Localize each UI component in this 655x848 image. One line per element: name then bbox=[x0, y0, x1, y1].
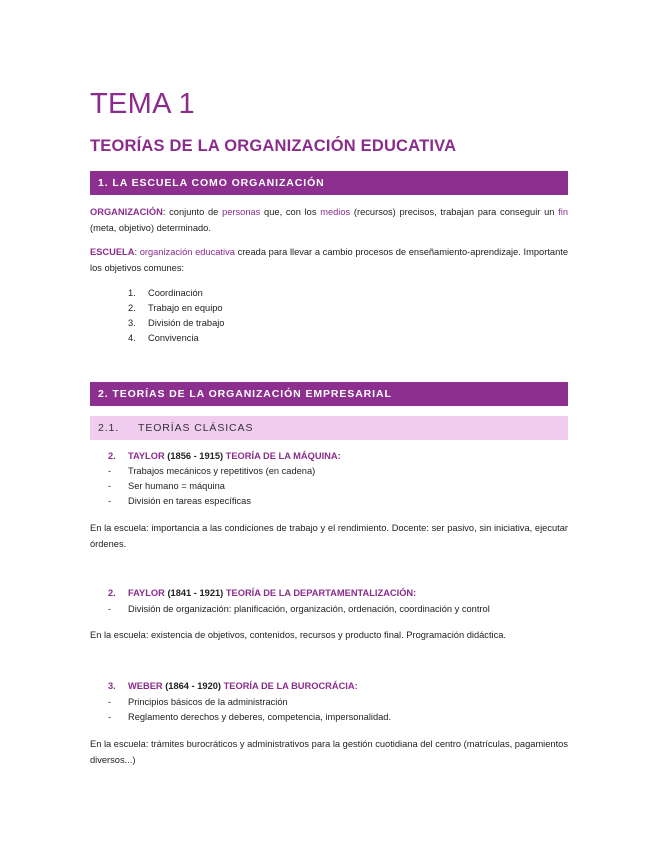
list-item: - Trabajos mecánicos y repetitivos (en cadena) bbox=[108, 466, 316, 476]
list-item: - Ser humano = máquina bbox=[108, 481, 225, 491]
term-organizacion: ORGANIZACIÓN bbox=[90, 207, 163, 217]
keyword-fin: fin bbox=[558, 207, 568, 217]
section-1-heading: 1. LA ESCUELA COMO ORGANIZACIÓN bbox=[90, 171, 568, 195]
keyword-medios: medios bbox=[320, 207, 351, 217]
page-subtitle: TEORÍAS DE LA ORGANIZACIÓN EDUCATIVA bbox=[90, 137, 457, 155]
subsection-2-1-heading: 2.1. TEORÍAS CLÁSICAS bbox=[90, 416, 568, 440]
theory-heading-weber: 3. WEBER (1864 - 1920) TEORÍA DE LA BUROCRÁCIA: bbox=[108, 681, 358, 691]
section-2-heading: 2. TEORÍAS DE LA ORGANIZACIÓN EMPRESARIAL bbox=[90, 382, 568, 406]
weber-school-note: En la escuela: trámites burocráticos y administrativos para la gestión cuotidiana del centro (matrículas, pagamientos diversos...) bbox=[90, 739, 568, 765]
list-item: - División de organización: planificación, organización, ordenación, coordinación y control bbox=[108, 604, 490, 614]
taylor-school-note: En la escuela: importancia a las condiciones de trabajo y el rendimiento. Docente: ser pasivo, sin iniciativa, ejecutar órdenes. bbox=[90, 523, 568, 549]
keyword-personas: personas bbox=[222, 207, 261, 217]
list-item: 2. Trabajo en equipo bbox=[128, 303, 223, 313]
keyword-organizacion-educativa: organización educativa bbox=[139, 247, 235, 257]
term-escuela: ESCUELA bbox=[90, 247, 135, 257]
taylor-bullets bbox=[108, 464, 315, 509]
faylor-school-note: En la escuela: existencia de objetivos, contenidos, recursos y producto final. Programación didáctica. bbox=[90, 630, 507, 640]
objectives-list bbox=[128, 286, 224, 346]
theory-heading-faylor: 2. FAYLOR (1841 - 1921) TEORÍA DE LA DEPARTAMENTALIZACIÓN: bbox=[108, 588, 417, 598]
list-item: - Reglamento derechos y deberes, competencia, impersonalidad. bbox=[108, 712, 392, 722]
page-title: TEMA 1 bbox=[90, 88, 195, 120]
weber-bullets bbox=[108, 695, 391, 725]
list-item: 3. División de trabajo bbox=[128, 318, 225, 328]
list-item: - División en tareas específicas bbox=[108, 496, 251, 506]
definition-organizacion: ORGANIZACIÓN: conjunto de personas que, con los medios (recursos) precisos, trabajan para conseguir un fin (meta, objetivo) determinado. bbox=[90, 207, 568, 233]
list-item: 4. Convivencia bbox=[128, 333, 199, 343]
theory-heading-taylor: 2. TAYLOR (1856 - 1915) TEORÍA DE LA MÁQUINA: bbox=[108, 451, 341, 461]
list-item: 1. Coordinación bbox=[128, 288, 203, 298]
faylor-bullets bbox=[108, 602, 490, 617]
definition-escuela: ESCUELA: organización educativa creada para llevar a cambio procesos de enseñamiento-aprendizaje. Importante los objetivos comunes: bbox=[90, 247, 568, 273]
list-item: - Principios básicos de la administración bbox=[108, 697, 288, 707]
